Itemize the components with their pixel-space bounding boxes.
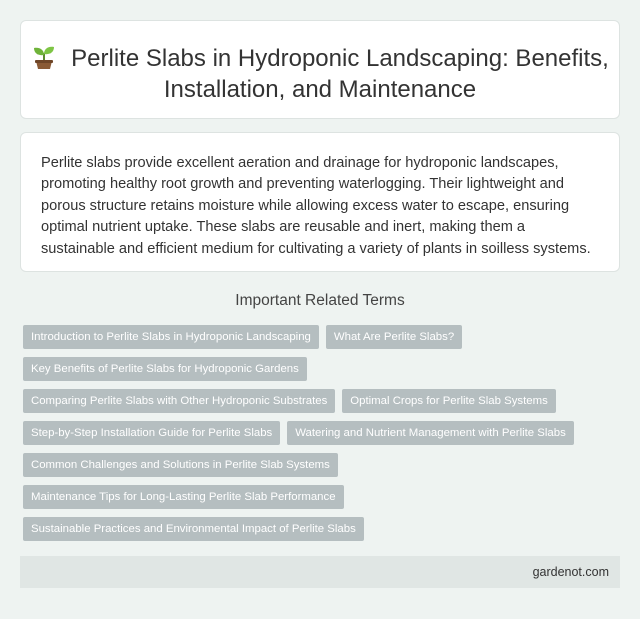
related-term-tag[interactable]: Optimal Crops for Perlite Slab Systems [342,389,556,413]
page-title: Perlite Slabs in Hydroponic Landscaping: Benefits, Installation, and Maintenance [21,43,619,105]
title-card [20,20,620,119]
summary-card [20,132,620,272]
related-term-tag[interactable]: Sustainable Practices and Environmental Impact of Perlite Slabs [23,517,364,541]
related-terms-list [23,325,623,541]
summary-text: Perlite slabs provide excellent aeration and drainage for hydroponic landscapes, promoting healthy root growth and preventing waterlogging. Their lightweight and porous structure retains moisture while allowing excess water to escape, ensuring optimal nutrient uptake. These slabs are reusable and inert, making them a sustainable and efficient medium for cultivating a variety of plants in soilless systems. [41,155,591,257]
related-term-tag[interactable]: Common Challenges and Solutions in Perlite Slab Systems [23,453,338,477]
related-term-tag[interactable]: Step-by-Step Installation Guide for Perlite Slabs [23,421,280,445]
site-link[interactable]: gardenot.com [532,565,609,579]
related-term-tag[interactable]: Maintenance Tips for Long-Lasting Perlite Slab Performance [23,485,344,509]
related-term-tag[interactable]: Watering and Nutrient Management with Perlite Slabs [287,421,574,445]
footer-bar [20,556,620,588]
seedling-icon [31,44,57,70]
related-terms-heading: Important Related Terms [235,292,405,309]
related-term-tag[interactable]: Key Benefits of Perlite Slabs for Hydroponic Gardens [23,357,307,381]
related-term-tag[interactable]: What Are Perlite Slabs? [326,325,462,349]
related-term-tag[interactable]: Introduction to Perlite Slabs in Hydroponic Landscaping [23,325,319,349]
related-term-tag[interactable]: Comparing Perlite Slabs with Other Hydroponic Substrates [23,389,335,413]
